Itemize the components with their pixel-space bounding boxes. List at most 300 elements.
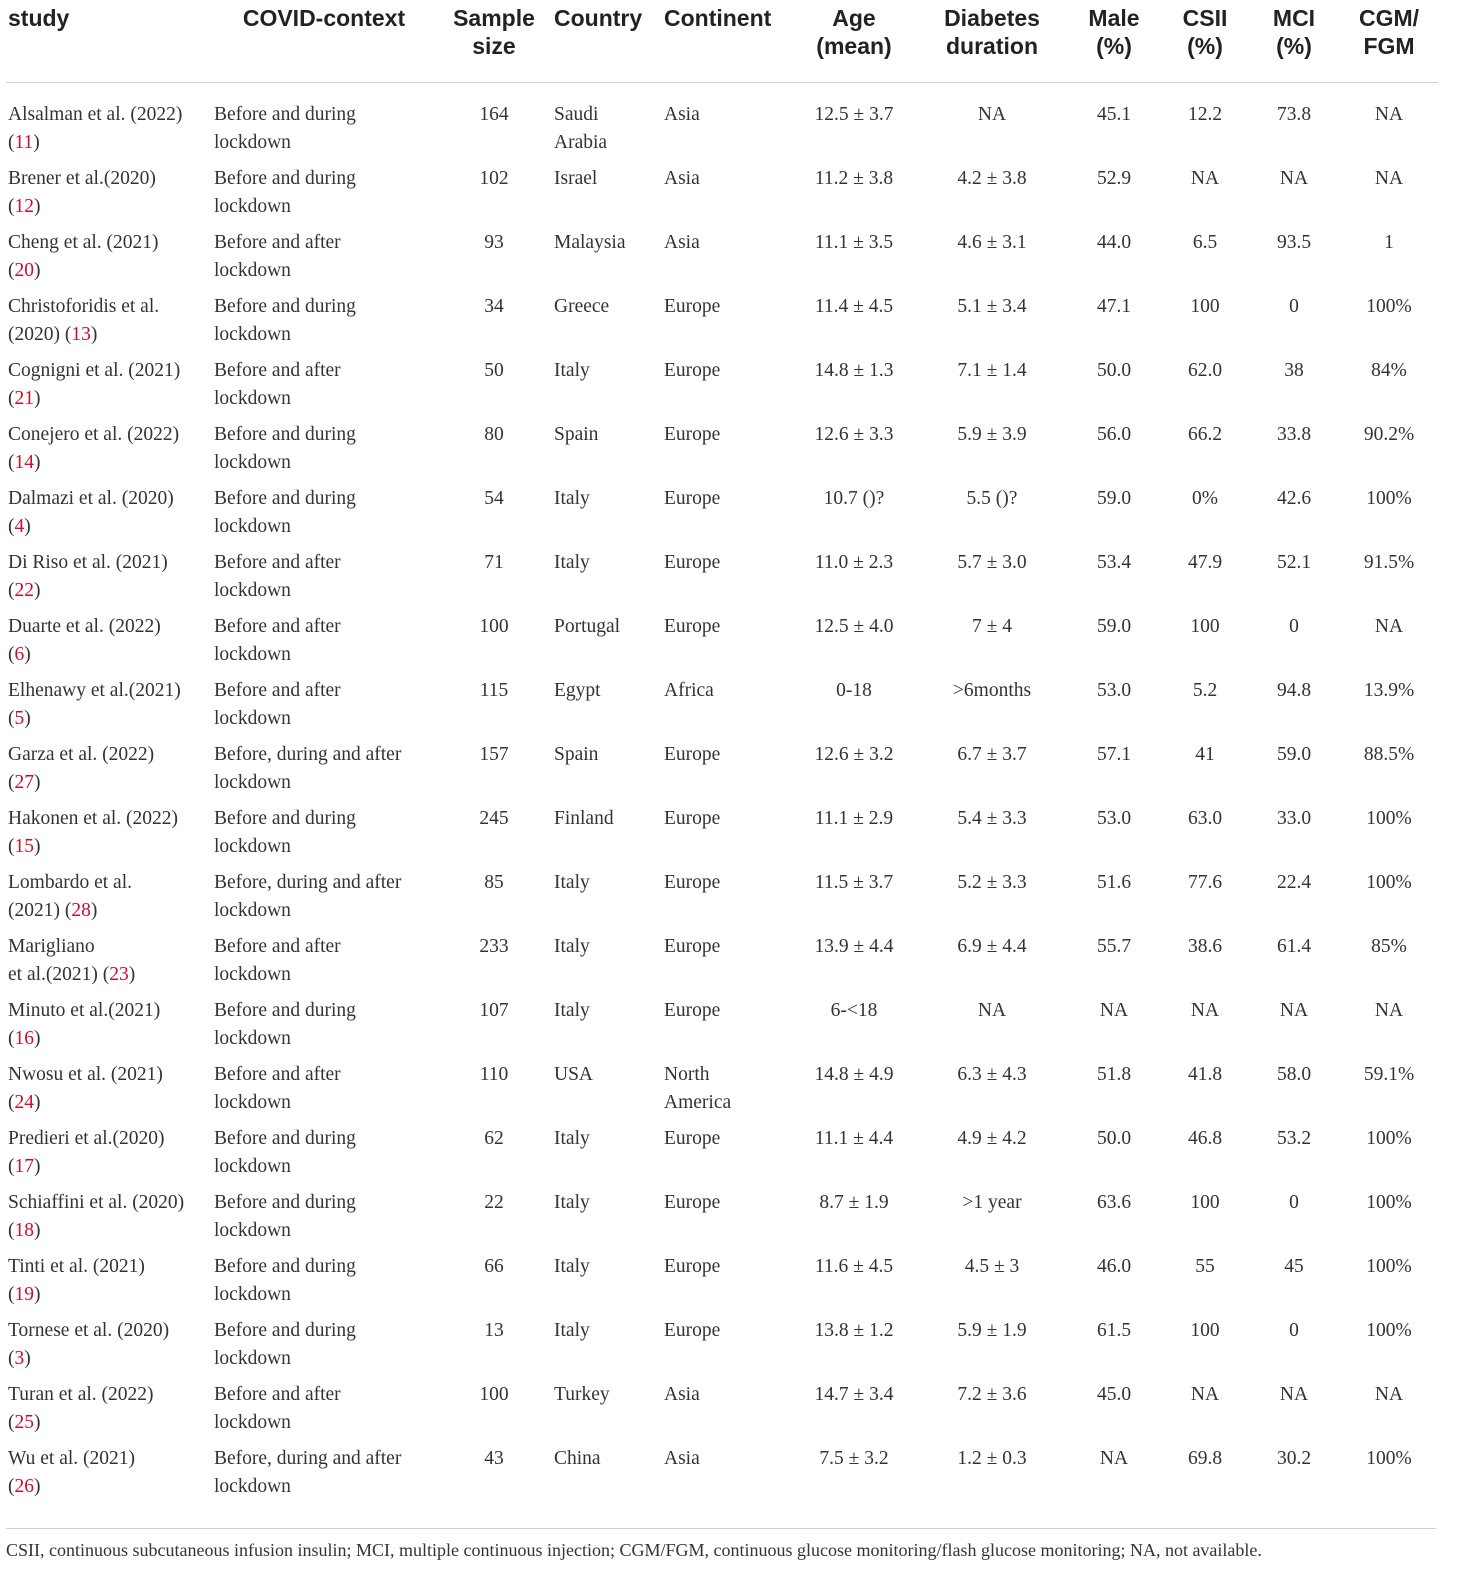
cell-mci bbox=[1248, 1189, 1340, 1253]
continent-text: Europe bbox=[664, 872, 721, 893]
continent-text: Europe bbox=[664, 744, 721, 765]
reference-link[interactable]: 22 bbox=[14, 580, 34, 601]
cell-mci bbox=[1248, 677, 1340, 741]
cell-diabetes-duration bbox=[918, 229, 1066, 293]
duration-value: 6.9 ± 4.4 bbox=[957, 936, 1027, 957]
cell-country bbox=[552, 165, 662, 229]
cell-sample-size bbox=[436, 805, 552, 869]
sample-size-value: 85 bbox=[484, 872, 504, 893]
age-value: 11.1 ± 2.9 bbox=[814, 808, 894, 829]
age-value: 11.0 ± 2.3 bbox=[814, 552, 894, 573]
cell-male bbox=[1066, 165, 1162, 229]
continent-text: Europe bbox=[664, 552, 721, 573]
sample-size-value: 43 bbox=[484, 1448, 504, 1469]
studies-table bbox=[6, 0, 1438, 1509]
cell-male bbox=[1066, 1061, 1162, 1125]
cell-mci bbox=[1248, 613, 1340, 677]
cell-diabetes-duration bbox=[918, 1445, 1066, 1509]
csii-value: 6.5 bbox=[1192, 232, 1218, 253]
continent-text: Europe bbox=[664, 424, 721, 445]
cell-csii bbox=[1162, 805, 1248, 869]
sample-size-value: 22 bbox=[484, 1192, 504, 1213]
cell-country bbox=[552, 549, 662, 613]
cell-continent bbox=[662, 229, 790, 293]
cell-male bbox=[1066, 1125, 1162, 1189]
duration-value: 6.7 ± 3.7 bbox=[957, 744, 1027, 765]
table-footnote: CSII, continuous subcutaneous infusion insulin; MCI, multiple continuous injection; CGM/FGM, continuous glucose monitoring/flash glucose monitoring; NA, not available. bbox=[6, 1528, 1436, 1563]
cell-male bbox=[1066, 1317, 1162, 1381]
cell-continent bbox=[662, 165, 790, 229]
csii-value: 0% bbox=[1192, 488, 1218, 509]
study-name: Hakonen et al. (2022) bbox=[8, 808, 179, 829]
reference-link[interactable]: 5 bbox=[14, 708, 25, 729]
mci-value: 61.4 bbox=[1276, 936, 1312, 957]
continent-text: America bbox=[664, 1092, 732, 1113]
continent-text: Europe bbox=[664, 616, 721, 637]
cell-mci bbox=[1248, 549, 1340, 613]
cell-csii bbox=[1162, 549, 1248, 613]
age-value: 6-<18 bbox=[830, 1000, 878, 1021]
cell-covid-context bbox=[212, 997, 436, 1061]
cell-age bbox=[790, 549, 918, 613]
cell-sample-size bbox=[436, 933, 552, 997]
age-value: 13.9 ± 4.4 bbox=[814, 936, 894, 957]
table-row bbox=[6, 1125, 1438, 1189]
csii-value: 41 bbox=[1195, 744, 1215, 765]
table-row bbox=[6, 83, 1438, 166]
cell-study: Cheng et al. (2021) (20) bbox=[8, 232, 159, 281]
cell-cgm-fgm bbox=[1340, 1445, 1438, 1509]
context-text: lockdown bbox=[214, 900, 291, 921]
cell-country bbox=[552, 1445, 662, 1509]
cell-study: Turan et al. (2022) (25) bbox=[8, 1384, 154, 1433]
sample-size-value: 62 bbox=[484, 1128, 504, 1149]
cell-study: Dalmazi et al. (2020) (4) bbox=[8, 488, 174, 537]
age-value: 11.4 ± 4.5 bbox=[814, 296, 894, 317]
csii-value: 62.0 bbox=[1187, 360, 1223, 381]
duration-value: 5.5 ()? bbox=[966, 488, 1018, 509]
cell-mci bbox=[1248, 229, 1340, 293]
duration-value: 5.9 ± 1.9 bbox=[957, 1320, 1027, 1341]
table-row bbox=[6, 1445, 1438, 1509]
context-text: lockdown bbox=[214, 1028, 291, 1049]
cell-male bbox=[1066, 1445, 1162, 1509]
study-name: Nwosu et al. (2021) bbox=[8, 1064, 163, 1085]
csii-value: 100 bbox=[1190, 296, 1220, 317]
cell-country bbox=[552, 1125, 662, 1189]
csii-value: 46.8 bbox=[1187, 1128, 1223, 1149]
cell-study: Hakonen et al. (2022) (15) bbox=[8, 808, 179, 857]
reference-link[interactable]: 18 bbox=[14, 1220, 34, 1241]
continent-text: Europe bbox=[664, 1320, 721, 1341]
reference-link[interactable]: 26 bbox=[14, 1476, 34, 1497]
cell-csii bbox=[1162, 293, 1248, 357]
cell-continent bbox=[662, 1317, 790, 1381]
mci-value: 33.8 bbox=[1276, 424, 1312, 445]
cell-diabetes-duration bbox=[918, 869, 1066, 933]
reference-link[interactable]: 6 bbox=[14, 644, 25, 665]
cgm-value: 100% bbox=[1366, 488, 1412, 509]
reference-link[interactable]: 19 bbox=[14, 1284, 34, 1305]
mci-value: 52.1 bbox=[1276, 552, 1312, 573]
context-text: Before and during bbox=[214, 1128, 356, 1149]
header-study: study bbox=[8, 5, 70, 31]
cell-covid-context bbox=[212, 421, 436, 485]
mci-value: 22.4 bbox=[1276, 872, 1312, 893]
sample-size-value: 245 bbox=[479, 808, 509, 829]
cell-diabetes-duration bbox=[918, 741, 1066, 805]
reference-link[interactable]: 3 bbox=[14, 1348, 25, 1369]
cell-continent bbox=[662, 293, 790, 357]
cell-age bbox=[790, 997, 918, 1061]
header-row bbox=[6, 0, 1438, 83]
cgm-value: 1 bbox=[1384, 232, 1394, 253]
table-row bbox=[6, 1381, 1438, 1445]
context-text: Before, during and after bbox=[214, 872, 402, 893]
age-value: 12.5 ± 3.7 bbox=[814, 104, 894, 125]
country-text: China bbox=[554, 1448, 601, 1469]
study-name: Turan et al. (2022) bbox=[8, 1384, 154, 1405]
context-text: lockdown bbox=[214, 964, 291, 985]
cell-age bbox=[790, 677, 918, 741]
duration-value: >1 year bbox=[962, 1192, 1022, 1213]
cgm-value: 100% bbox=[1366, 1128, 1412, 1149]
country-text: Italy bbox=[554, 1320, 590, 1341]
cell-csii bbox=[1162, 357, 1248, 421]
context-text: lockdown bbox=[214, 772, 291, 793]
cgm-value: NA bbox=[1374, 168, 1404, 189]
cell-diabetes-duration bbox=[918, 485, 1066, 549]
cell-csii bbox=[1162, 485, 1248, 549]
reference-link[interactable]: 27 bbox=[14, 772, 34, 793]
context-text: lockdown bbox=[214, 1220, 291, 1241]
male-value: 45.1 bbox=[1096, 104, 1132, 125]
cell-csii bbox=[1162, 1125, 1248, 1189]
context-text: Before and during bbox=[214, 1320, 356, 1341]
reference-link[interactable]: 4 bbox=[14, 516, 25, 537]
male-value: 56.0 bbox=[1096, 424, 1132, 445]
table-row bbox=[6, 869, 1438, 933]
cell-study: Minuto et al.(2021) (16) bbox=[8, 1000, 161, 1049]
cell-diabetes-duration bbox=[918, 1189, 1066, 1253]
sample-size-value: 13 bbox=[484, 1320, 504, 1341]
age-value: 14.8 ± 1.3 bbox=[814, 360, 894, 381]
cell-cgm-fgm bbox=[1340, 1189, 1438, 1253]
continent-text: Europe bbox=[664, 1192, 721, 1213]
header-male: Male (%) bbox=[1088, 5, 1140, 59]
cell-continent bbox=[662, 741, 790, 805]
age-value: 12.6 ± 3.3 bbox=[814, 424, 894, 445]
cell-sample-size bbox=[436, 1253, 552, 1317]
cell-continent bbox=[662, 1125, 790, 1189]
mci-value: 0 bbox=[1289, 1192, 1299, 1213]
cell-sample-size bbox=[436, 293, 552, 357]
country-text: Italy bbox=[554, 1192, 590, 1213]
age-value: 11.6 ± 4.5 bbox=[814, 1256, 894, 1277]
country-text: Italy bbox=[554, 552, 590, 573]
mci-value: 38 bbox=[1284, 360, 1304, 381]
duration-value: 7 ± 4 bbox=[972, 616, 1012, 637]
sample-size-value: 100 bbox=[479, 1384, 509, 1405]
reference-link[interactable]: 25 bbox=[14, 1412, 34, 1433]
cell-covid-context bbox=[212, 677, 436, 741]
reference-link[interactable]: 21 bbox=[14, 388, 34, 409]
male-value: 59.0 bbox=[1096, 488, 1132, 509]
male-value: 53.4 bbox=[1096, 552, 1132, 573]
cell-diabetes-duration bbox=[918, 933, 1066, 997]
mci-value: NA bbox=[1279, 1000, 1309, 1021]
duration-value: 5.7 ± 3.0 bbox=[957, 552, 1027, 573]
cell-male bbox=[1066, 933, 1162, 997]
context-text: lockdown bbox=[214, 132, 291, 153]
cell-csii bbox=[1162, 165, 1248, 229]
cell-csii bbox=[1162, 677, 1248, 741]
cell-diabetes-duration bbox=[918, 421, 1066, 485]
cell-country bbox=[552, 485, 662, 549]
cell-study: Nwosu et al. (2021) (24) bbox=[8, 1064, 163, 1113]
mci-value: 53.2 bbox=[1276, 1128, 1312, 1149]
reference-link[interactable]: 16 bbox=[14, 1028, 34, 1049]
study-name: Marigliano bbox=[8, 936, 95, 957]
mci-value: 0 bbox=[1289, 296, 1299, 317]
sample-size-value: 164 bbox=[479, 104, 509, 125]
cell-age bbox=[790, 357, 918, 421]
csii-value: 77.6 bbox=[1187, 872, 1223, 893]
cell-country bbox=[552, 805, 662, 869]
continent-text: Africa bbox=[664, 680, 714, 701]
study-name: Dalmazi et al. (2020) bbox=[8, 488, 174, 509]
duration-value: 7.2 ± 3.6 bbox=[957, 1384, 1027, 1405]
study-name: Brener et al.(2020) bbox=[8, 168, 156, 189]
reference-link[interactable]: 14 bbox=[14, 452, 34, 473]
cell-csii bbox=[1162, 83, 1248, 166]
cell-country bbox=[552, 293, 662, 357]
continent-text: Asia bbox=[664, 168, 700, 189]
cell-country bbox=[552, 1061, 662, 1125]
cell-mci bbox=[1248, 805, 1340, 869]
table-row bbox=[6, 549, 1438, 613]
cell-mci bbox=[1248, 83, 1340, 166]
table-row bbox=[6, 357, 1438, 421]
mci-value: 93.5 bbox=[1276, 232, 1312, 253]
cgm-value: 100% bbox=[1366, 1320, 1412, 1341]
cell-sample-size bbox=[436, 741, 552, 805]
cell-diabetes-duration bbox=[918, 1125, 1066, 1189]
duration-value: 1.2 ± 0.3 bbox=[957, 1448, 1027, 1469]
cell-cgm-fgm bbox=[1340, 485, 1438, 549]
duration-value: >6months bbox=[952, 680, 1032, 701]
cell-age bbox=[790, 805, 918, 869]
cell-covid-context bbox=[212, 1189, 436, 1253]
age-value: 0-18 bbox=[836, 680, 872, 701]
cell-sample-size bbox=[436, 549, 552, 613]
study-name: Tornese et al. (2020) bbox=[8, 1320, 170, 1341]
cell-country bbox=[552, 741, 662, 805]
context-text: Before and during bbox=[214, 1000, 356, 1021]
duration-value: 4.5 ± 3 bbox=[964, 1256, 1020, 1277]
mci-value: 0 bbox=[1289, 1320, 1299, 1341]
continent-text: Europe bbox=[664, 936, 721, 957]
cell-covid-context bbox=[212, 1445, 436, 1509]
male-value: 57.1 bbox=[1096, 744, 1132, 765]
continent-text: Europe bbox=[664, 360, 721, 381]
cell-age bbox=[790, 613, 918, 677]
age-value: 11.2 ± 3.8 bbox=[814, 168, 894, 189]
study-name: et al.(2021) bbox=[8, 964, 98, 985]
sample-size-value: 157 bbox=[479, 744, 509, 765]
cell-sample-size bbox=[436, 613, 552, 677]
reference-link[interactable]: 23 bbox=[109, 964, 129, 985]
cell-mci bbox=[1248, 1317, 1340, 1381]
cgm-value: NA bbox=[1374, 104, 1404, 125]
age-value: 11.5 ± 3.7 bbox=[814, 872, 894, 893]
table-row bbox=[6, 1253, 1438, 1317]
cell-continent bbox=[662, 1061, 790, 1125]
cell-continent bbox=[662, 421, 790, 485]
country-text: Spain bbox=[554, 744, 599, 765]
cell-male bbox=[1066, 293, 1162, 357]
cell-country bbox=[552, 1381, 662, 1445]
header-csii: CSII (%) bbox=[1182, 5, 1228, 59]
age-value: 12.6 ± 3.2 bbox=[814, 744, 894, 765]
context-text: Before and after bbox=[214, 680, 341, 701]
male-value: 47.1 bbox=[1096, 296, 1132, 317]
sample-size-value: 50 bbox=[484, 360, 504, 381]
mci-value: 30.2 bbox=[1276, 1448, 1312, 1469]
cell-mci bbox=[1248, 165, 1340, 229]
study-name: Christoforidis et al. bbox=[8, 296, 160, 317]
sample-size-value: 71 bbox=[484, 552, 504, 573]
reference-link[interactable]: 20 bbox=[14, 260, 34, 281]
sample-size-value: 233 bbox=[479, 936, 509, 957]
country-text: Italy bbox=[554, 1000, 590, 1021]
context-text: lockdown bbox=[214, 1412, 291, 1433]
csii-value: 12.2 bbox=[1187, 104, 1223, 125]
cgm-value: 88.5% bbox=[1363, 744, 1415, 765]
cell-continent bbox=[662, 997, 790, 1061]
study-name: Schiaffini et al. (2020) bbox=[8, 1192, 185, 1213]
cell-csii bbox=[1162, 229, 1248, 293]
cell-continent bbox=[662, 357, 790, 421]
cell-country bbox=[552, 83, 662, 166]
cell-diabetes-duration bbox=[918, 997, 1066, 1061]
cell-diabetes-duration bbox=[918, 1061, 1066, 1125]
context-text: lockdown bbox=[214, 260, 291, 281]
cell-csii bbox=[1162, 933, 1248, 997]
cell-cgm-fgm bbox=[1340, 421, 1438, 485]
duration-value: 5.9 ± 3.9 bbox=[957, 424, 1027, 445]
cell-age bbox=[790, 1061, 918, 1125]
reference-link[interactable]: 24 bbox=[14, 1092, 34, 1113]
cell-sample-size bbox=[436, 677, 552, 741]
cell-male bbox=[1066, 357, 1162, 421]
cell-covid-context bbox=[212, 1381, 436, 1445]
table-row bbox=[6, 805, 1438, 869]
cell-age bbox=[790, 1445, 918, 1509]
study-name: Wu et al. (2021) bbox=[8, 1448, 136, 1469]
cell-country bbox=[552, 997, 662, 1061]
cell-age bbox=[790, 1317, 918, 1381]
study-name: Elhenawy et al.(2021) bbox=[8, 680, 181, 701]
continent-text: North bbox=[664, 1064, 710, 1085]
cell-age bbox=[790, 421, 918, 485]
age-value: 10.7 ()? bbox=[823, 488, 885, 509]
table-row bbox=[6, 421, 1438, 485]
cell-csii bbox=[1162, 613, 1248, 677]
context-text: lockdown bbox=[214, 644, 291, 665]
cell-cgm-fgm bbox=[1340, 613, 1438, 677]
reference-link[interactable]: 28 bbox=[71, 900, 91, 921]
cell-country bbox=[552, 613, 662, 677]
cell-diabetes-duration bbox=[918, 357, 1066, 421]
continent-text: Asia bbox=[664, 104, 700, 125]
cell-cgm-fgm bbox=[1340, 997, 1438, 1061]
table-row bbox=[6, 1317, 1438, 1381]
cell-continent bbox=[662, 869, 790, 933]
csii-value: NA bbox=[1190, 168, 1220, 189]
sample-size-value: 115 bbox=[479, 680, 509, 701]
cell-age bbox=[790, 1189, 918, 1253]
context-text: lockdown bbox=[214, 1092, 291, 1113]
cell-cgm-fgm bbox=[1340, 933, 1438, 997]
age-value: 12.5 ± 4.0 bbox=[814, 616, 894, 637]
cell-csii bbox=[1162, 1061, 1248, 1125]
cell-diabetes-duration bbox=[918, 165, 1066, 229]
table-row bbox=[6, 677, 1438, 741]
header-cgm-fgm: CGM/ FGM bbox=[1358, 5, 1420, 59]
male-value: 63.6 bbox=[1096, 1192, 1132, 1213]
study-name: Cheng et al. (2021) bbox=[8, 232, 159, 253]
country-text: Italy bbox=[554, 936, 590, 957]
study-name: (2021) bbox=[8, 900, 60, 921]
duration-value: 4.6 ± 3.1 bbox=[957, 232, 1027, 253]
cgm-value: 100% bbox=[1366, 1192, 1412, 1213]
cell-male bbox=[1066, 741, 1162, 805]
cell-age bbox=[790, 165, 918, 229]
context-text: lockdown bbox=[214, 452, 291, 473]
reference-link[interactable]: 12 bbox=[14, 196, 34, 217]
cell-csii bbox=[1162, 1253, 1248, 1317]
reference-link[interactable]: 15 bbox=[14, 836, 34, 857]
continent-text: Europe bbox=[664, 1256, 721, 1277]
cell-male bbox=[1066, 549, 1162, 613]
cell-mci bbox=[1248, 1253, 1340, 1317]
male-value: 51.8 bbox=[1096, 1064, 1132, 1085]
cgm-value: NA bbox=[1374, 1384, 1404, 1405]
cell-csii bbox=[1162, 741, 1248, 805]
table-row bbox=[6, 165, 1438, 229]
duration-value: NA bbox=[977, 1000, 1007, 1021]
reference-link[interactable]: 17 bbox=[14, 1156, 34, 1177]
male-value: 55.7 bbox=[1096, 936, 1132, 957]
context-text: lockdown bbox=[214, 1348, 291, 1369]
cell-sample-size bbox=[436, 83, 552, 166]
sample-size-value: 54 bbox=[484, 488, 504, 509]
cell-study: Tornese et al. (2020) (3) bbox=[8, 1320, 170, 1369]
cell-csii bbox=[1162, 1317, 1248, 1381]
sample-size-value: 34 bbox=[484, 296, 504, 317]
cell-sample-size bbox=[436, 869, 552, 933]
cell-diabetes-duration bbox=[918, 1381, 1066, 1445]
cell-continent bbox=[662, 1253, 790, 1317]
context-text: Before and after bbox=[214, 360, 341, 381]
cell-continent bbox=[662, 1381, 790, 1445]
context-text: lockdown bbox=[214, 516, 291, 537]
reference-link[interactable]: 11 bbox=[14, 132, 34, 153]
reference-link[interactable]: 13 bbox=[71, 324, 91, 345]
cell-country bbox=[552, 1253, 662, 1317]
male-value: 50.0 bbox=[1096, 360, 1132, 381]
